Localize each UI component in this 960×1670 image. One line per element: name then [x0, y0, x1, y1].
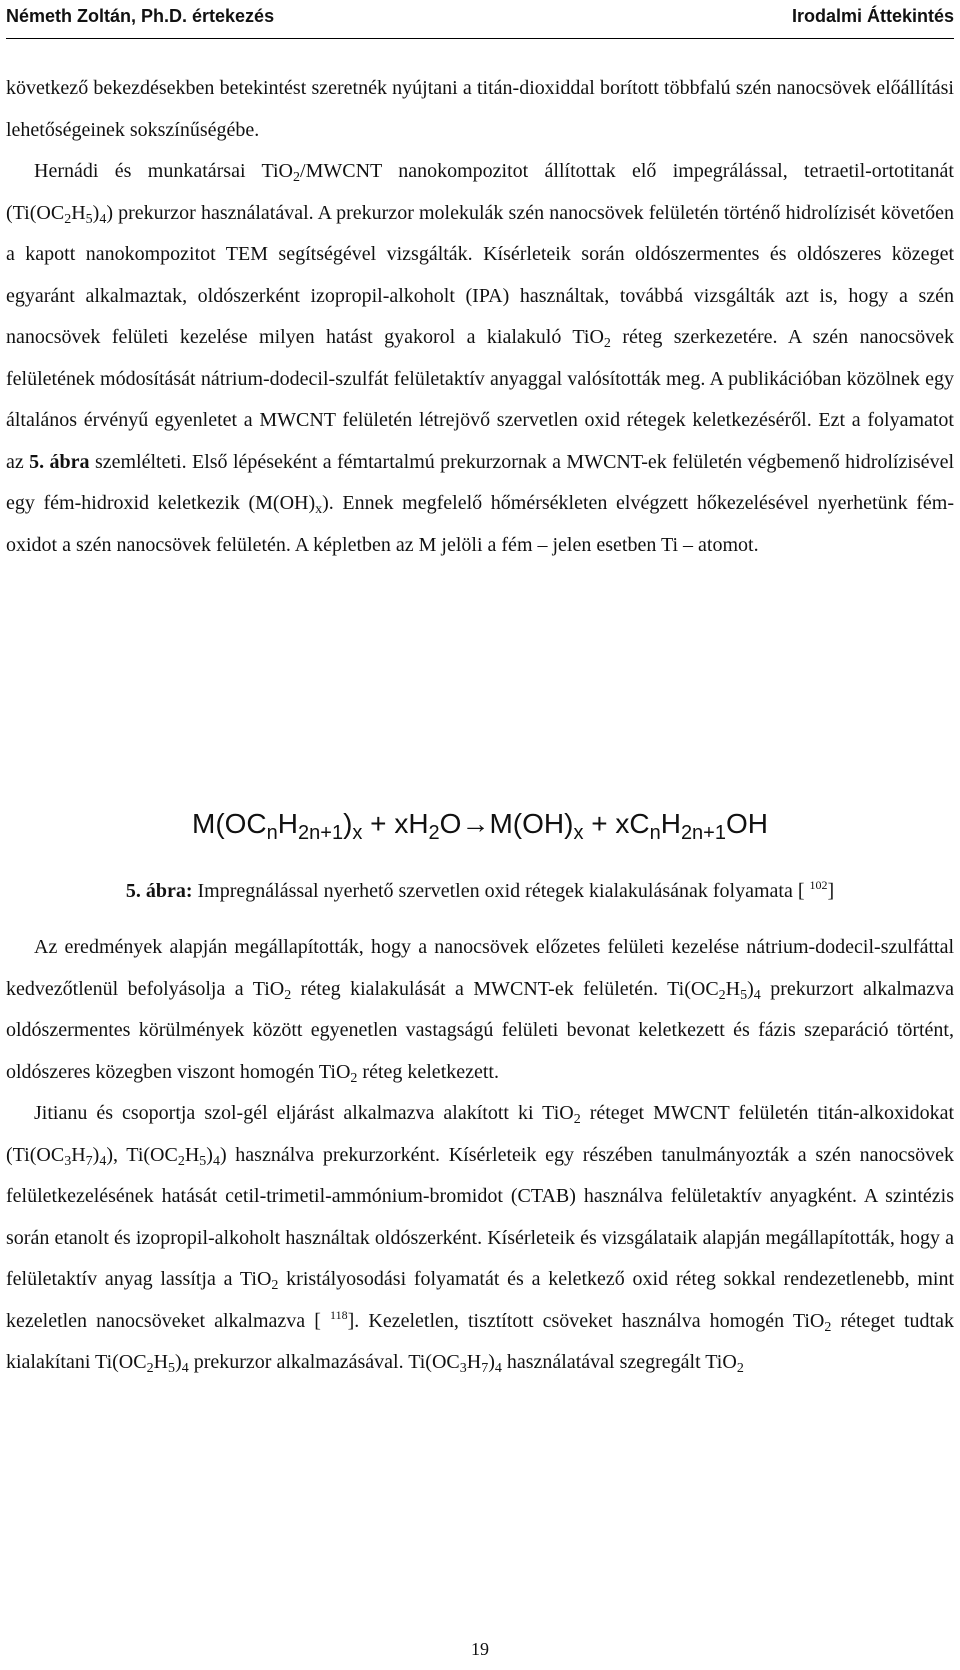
citation-ref: 102 — [809, 878, 828, 892]
paragraph-jitianu: Jitianu és csoportja szol-gél eljárást alkalmazva alakított ki TiO$_2$ réteget MWCNT felületén titán-alkoxidokat $(Ti(OC_3H_7)_4)$, $Ti(OC_2H_5)_4$) használva prekurzorként. Kísérleteik egy részében tanulmányozták a szén nanocsövek felületkezelésének hatását cetil-trimetil-ammónium-bromidot (CTAB) használva felületaktív anyagként. A szintézis során etanolt és izopropil-alkoholt használtak oldószerként. Kísérleteik és vizsgálataik alapján megállapították, hogy a felületaktív anyag lassítja a TiO$_2$ kristályosodási folyamatát és a keletkező oxid réteg sokkal rendezetlenebb, mint kezeletlen nanocsöveket alkalmazva [ $^{118}$]. Kezeletlen, tisztított csöveket használva homogén TiO$_2$ réteget tudtak kialakítani $Ti(OC_2H_5)_4$ prekurzor alkalmazásával. $Ti(OC_3H_7)_4$ használatával szegregált TiO$_2$ — [6, 1102, 955, 1376]
body-section-top — [6, 68, 954, 566]
page-number: 19 — [471, 1639, 489, 1659]
reaction-equation: $M(OC_nH_{2n+1})_x + xH_2O\to M(OH)_x + xC_nH_{2n+1}OH$ — [192, 808, 768, 844]
body-section-bottom — [6, 927, 954, 1384]
header-right: Irodalmi Áttekintés — [791, 6, 954, 26]
figure-reference: 5. ábra — [29, 450, 90, 473]
figure-label: 5. ábra: — [125, 880, 193, 902]
figure-caption: 5. ábra: Impregnálással nyerhető szervetlen oxid rétegek kialakulásának folyamata [ $^{102}$] — [125, 878, 835, 902]
reaction-arrow-icon: → — [461, 808, 490, 839]
paragraph-intro: következő bekezdésekben betekintést szeretnék nyújtani a titán-dioxiddal borított többfalú szén nanocsövek előállítási lehetőségeinek sokszínűségébe. — [6, 77, 954, 141]
page-header — [6, 6, 954, 39]
header-left: Németh Zoltán, Ph.D. értekezés — [6, 6, 275, 26]
paragraph-hernadi: Hernádi és munkatársai TiO$_2$/MWCNT nanokompozitot állítottak elő impegrálással, tetraetil-ortotitanát $(Ti(OC_2H_5)_4)$ prekurzor használatával. A prekurzor molekulák szén nanocsövek felületén történő hidrolízisét követően a kapott nanokompozitot TEM segítségével vizsgálták. Kísérleteik során oldószermentes és oldószeres közeget egyaránt alkalmaztak, oldószerként izopropil-alkoholt (IPA) használtak, továbbá vizsgálták azt is, hogy a szén nanocsövek felületi kezelése milyen hatást gyakorol a kialakuló TiO$_2$ réteg szerkezetére. A szén nanocsövek felületének módosítását nátrium-dodecil-szulfát felületaktív anyaggal valósították meg. A publikációban közölnek egy általános érvényű egyenletet a MWCNT felületén létrejövő szervetlen oxid rétegek keletkezéséről. Ezt a folyamatot az 5. ábra szemlélteti. Első lépéseként a fémtartalmú prekurzornak a MWCNT-ek felületén végbemenő hidrolízisével egy fém-hidroxid keletkezik $(M(OH)_x)$. Ennek megfelelő hőmérsékleten elvégzett hőkezelésével nyerhetünk fém-oxidot a szén nanocsövek felületén. A képletben az M jelöli a fém – jelen esetben Ti – atomot. — [6, 160, 954, 556]
paragraph-results: Az eredmények alapján megállapították, hogy a nanocsövek előzetes felületi kezelése nátrium-dodecil-szulfáttal kedvezőtlenül befolyásolja a TiO$_2$ réteg kialakulását a MWCNT-ek felületén. $Ti(OC_2H_5)_4$ prekurzort alkalmazva oldószermentes körülmények között egyenetlen vastagságú felületi bevonat keletkezett és fázis szeparáció történt, oldószeres közegben viszont homogén TiO$_2$ réteg keletkezett. — [6, 936, 955, 1086]
citation-ref: 118 — [330, 1307, 348, 1322]
